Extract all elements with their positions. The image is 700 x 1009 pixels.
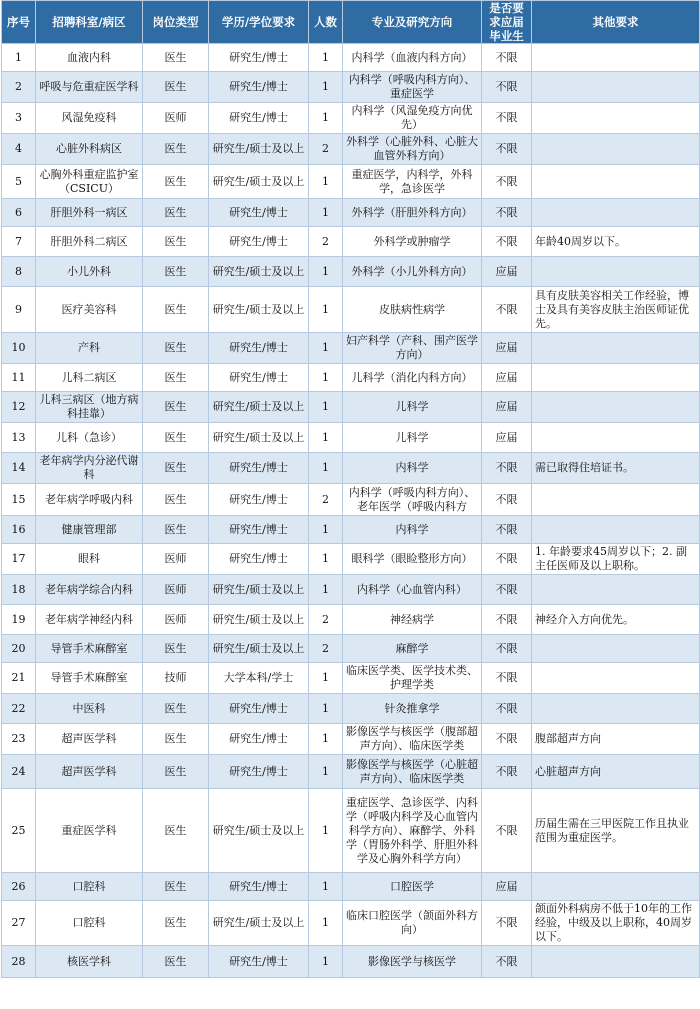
cell-other <box>532 199 700 227</box>
cell-type: 医生 <box>143 694 209 724</box>
cell-no: 2 <box>2 72 36 103</box>
cell-other <box>532 44 700 72</box>
cell-count: 1 <box>309 873 343 901</box>
cell-edu: 研究生/硕士及以上 <box>209 134 309 165</box>
cell-dept: 心胸外科重症监护室（CSICU） <box>36 165 143 199</box>
cell-count: 1 <box>309 453 343 484</box>
cell-fresh: 不限 <box>482 575 532 605</box>
cell-dept: 老年病学呼吸内科 <box>36 484 143 516</box>
header-edu: 学历/学位要求 <box>209 1 309 44</box>
table-row <box>2 544 700 575</box>
recruitment-table <box>1 0 700 978</box>
cell-other <box>532 635 700 663</box>
cell-fresh: 不限 <box>482 103 532 134</box>
table-row <box>2 227 700 257</box>
cell-edu: 研究生/博士 <box>209 484 309 516</box>
cell-type: 医生 <box>143 257 209 287</box>
table-row <box>2 423 700 453</box>
cell-count: 2 <box>309 484 343 516</box>
cell-type: 医生 <box>143 44 209 72</box>
cell-dept: 中医科 <box>36 694 143 724</box>
cell-edu: 研究生/硕士及以上 <box>209 392 309 423</box>
cell-fresh: 不限 <box>482 724 532 755</box>
cell-type: 医生 <box>143 199 209 227</box>
table-row <box>2 755 700 789</box>
cell-edu: 研究生/博士 <box>209 946 309 978</box>
table-row <box>2 516 700 544</box>
cell-major: 儿科学 <box>343 392 482 423</box>
cell-fresh: 应届 <box>482 364 532 392</box>
cell-edu: 研究生/博士 <box>209 724 309 755</box>
cell-fresh: 应届 <box>482 873 532 901</box>
table-row <box>2 605 700 635</box>
cell-other <box>532 575 700 605</box>
cell-count: 1 <box>309 516 343 544</box>
cell-edu: 研究生/硕士及以上 <box>209 901 309 946</box>
cell-no: 26 <box>2 873 36 901</box>
header-no: 序号 <box>2 1 36 44</box>
cell-edu: 研究生/博士 <box>209 72 309 103</box>
cell-major: 针灸推拿学 <box>343 694 482 724</box>
cell-other: 需已取得住培证书。 <box>532 453 700 484</box>
cell-other <box>532 364 700 392</box>
cell-no: 27 <box>2 901 36 946</box>
cell-fresh: 不限 <box>482 635 532 663</box>
cell-major: 外科学（肝胆外科方向） <box>343 199 482 227</box>
cell-edu: 研究生/硕士及以上 <box>209 165 309 199</box>
cell-other: 颌面外科病房不低于10年的工作经验，中级及以上职称，40周岁以下。 <box>532 901 700 946</box>
cell-no: 4 <box>2 134 36 165</box>
cell-count: 1 <box>309 946 343 978</box>
cell-major: 眼科学（眼睑整形方向） <box>343 544 482 575</box>
table-row <box>2 333 700 364</box>
cell-major: 内科学（心血管内科） <box>343 575 482 605</box>
table-row <box>2 575 700 605</box>
cell-type: 医生 <box>143 755 209 789</box>
cell-major: 影像医学与核医学（心脏超声方向）、临床医学类 <box>343 755 482 789</box>
cell-fresh: 应届 <box>482 333 532 364</box>
cell-edu: 研究生/硕士及以上 <box>209 635 309 663</box>
cell-major: 影像医学与核医学 <box>343 946 482 978</box>
cell-type: 医生 <box>143 484 209 516</box>
cell-count: 1 <box>309 575 343 605</box>
header-type: 岗位类型 <box>143 1 209 44</box>
cell-type: 医生 <box>143 789 209 873</box>
cell-edu: 研究生/硕士及以上 <box>209 605 309 635</box>
cell-no: 14 <box>2 453 36 484</box>
table-row <box>2 165 700 199</box>
table-row <box>2 453 700 484</box>
header-dept: 招聘科室/病区 <box>36 1 143 44</box>
cell-edu: 研究生/博士 <box>209 44 309 72</box>
cell-type: 医生 <box>143 901 209 946</box>
header-count: 人数 <box>309 1 343 44</box>
cell-dept: 心脏外科病区 <box>36 134 143 165</box>
table-row <box>2 257 700 287</box>
cell-edu: 研究生/博士 <box>209 544 309 575</box>
cell-edu: 研究生/博士 <box>209 364 309 392</box>
cell-dept: 超声医学科 <box>36 755 143 789</box>
table-row <box>2 134 700 165</box>
cell-fresh: 不限 <box>482 134 532 165</box>
cell-dept: 核医学科 <box>36 946 143 978</box>
cell-no: 19 <box>2 605 36 635</box>
cell-major: 皮肤病性病学 <box>343 287 482 333</box>
cell-major: 内科学（呼吸内科方向）、老年医学（呼吸内科方 <box>343 484 482 516</box>
cell-no: 1 <box>2 44 36 72</box>
cell-other: 心脏超声方向 <box>532 755 700 789</box>
cell-dept: 肝胆外科二病区 <box>36 227 143 257</box>
cell-dept: 医疗美容科 <box>36 287 143 333</box>
cell-fresh: 不限 <box>482 44 532 72</box>
table-row <box>2 663 700 694</box>
cell-major: 外科学（小儿外科方向） <box>343 257 482 287</box>
cell-edu: 研究生/硕士及以上 <box>209 257 309 287</box>
table-body <box>2 44 700 978</box>
cell-no: 10 <box>2 333 36 364</box>
cell-dept: 儿科三病区（地方病科挂靠） <box>36 392 143 423</box>
table-row <box>2 287 700 333</box>
cell-type: 医师 <box>143 605 209 635</box>
cell-dept: 血液内科 <box>36 44 143 72</box>
table-header-row <box>2 1 700 44</box>
cell-other <box>532 423 700 453</box>
cell-other <box>532 663 700 694</box>
table-row <box>2 72 700 103</box>
table-row <box>2 901 700 946</box>
cell-no: 15 <box>2 484 36 516</box>
cell-major: 神经病学 <box>343 605 482 635</box>
cell-other: 腹部超声方向 <box>532 724 700 755</box>
cell-no: 21 <box>2 663 36 694</box>
cell-count: 1 <box>309 694 343 724</box>
cell-major: 外科学（心脏外科、心脏大血管外科方向） <box>343 134 482 165</box>
table-row <box>2 873 700 901</box>
cell-other <box>532 873 700 901</box>
cell-major: 影像医学与核医学（腹部超声方向）、临床医学类 <box>343 724 482 755</box>
cell-dept: 眼科 <box>36 544 143 575</box>
cell-edu: 研究生/博士 <box>209 694 309 724</box>
cell-no: 20 <box>2 635 36 663</box>
cell-other <box>532 333 700 364</box>
cell-type: 医师 <box>143 103 209 134</box>
cell-other <box>532 72 700 103</box>
cell-edu: 研究生/博士 <box>209 199 309 227</box>
cell-count: 2 <box>309 605 343 635</box>
cell-no: 17 <box>2 544 36 575</box>
cell-fresh: 不限 <box>482 544 532 575</box>
cell-type: 医生 <box>143 227 209 257</box>
cell-major: 内科学（风湿免疫方向优先） <box>343 103 482 134</box>
header-major: 专业及研究方向 <box>343 1 482 44</box>
cell-no: 12 <box>2 392 36 423</box>
cell-count: 1 <box>309 364 343 392</box>
cell-count: 2 <box>309 635 343 663</box>
cell-dept: 健康管理部 <box>36 516 143 544</box>
table-row <box>2 724 700 755</box>
cell-no: 6 <box>2 199 36 227</box>
cell-major: 内科学 <box>343 516 482 544</box>
cell-fresh: 不限 <box>482 946 532 978</box>
cell-dept: 儿科（急诊） <box>36 423 143 453</box>
cell-count: 1 <box>309 724 343 755</box>
cell-dept: 老年病学综合内科 <box>36 575 143 605</box>
cell-edu: 研究生/博士 <box>209 516 309 544</box>
cell-fresh: 不限 <box>482 484 532 516</box>
cell-type: 医生 <box>143 873 209 901</box>
cell-type: 医生 <box>143 392 209 423</box>
cell-dept: 老年病学神经内科 <box>36 605 143 635</box>
cell-fresh: 不限 <box>482 694 532 724</box>
cell-count: 1 <box>309 901 343 946</box>
cell-type: 医生 <box>143 72 209 103</box>
cell-no: 22 <box>2 694 36 724</box>
cell-other: 历届生需在三甲医院工作且执业范围为重症医学。 <box>532 789 700 873</box>
cell-type: 医生 <box>143 516 209 544</box>
cell-type: 医生 <box>143 724 209 755</box>
cell-dept: 重症医学科 <box>36 789 143 873</box>
cell-edu: 研究生/博士 <box>209 453 309 484</box>
cell-edu: 研究生/硕士及以上 <box>209 789 309 873</box>
cell-edu: 研究生/博士 <box>209 873 309 901</box>
cell-major: 麻醉学 <box>343 635 482 663</box>
cell-fresh: 不限 <box>482 453 532 484</box>
cell-fresh: 应届 <box>482 423 532 453</box>
cell-count: 1 <box>309 44 343 72</box>
cell-edu: 研究生/博士 <box>209 333 309 364</box>
cell-no: 5 <box>2 165 36 199</box>
table-row <box>2 946 700 978</box>
cell-dept: 导管手术麻醉室 <box>36 663 143 694</box>
cell-no: 9 <box>2 287 36 333</box>
cell-type: 医生 <box>143 423 209 453</box>
cell-edu: 研究生/博士 <box>209 103 309 134</box>
table-row <box>2 199 700 227</box>
cell-no: 28 <box>2 946 36 978</box>
cell-fresh: 不限 <box>482 901 532 946</box>
cell-count: 2 <box>309 134 343 165</box>
table-row <box>2 789 700 873</box>
cell-fresh: 不限 <box>482 199 532 227</box>
cell-no: 25 <box>2 789 36 873</box>
cell-dept: 口腔科 <box>36 901 143 946</box>
cell-count: 1 <box>309 544 343 575</box>
cell-count: 1 <box>309 257 343 287</box>
cell-count: 1 <box>309 103 343 134</box>
cell-count: 1 <box>309 392 343 423</box>
cell-type: 技师 <box>143 663 209 694</box>
cell-other <box>532 516 700 544</box>
cell-count: 1 <box>309 333 343 364</box>
cell-dept: 导管手术麻醉室 <box>36 635 143 663</box>
cell-other <box>532 946 700 978</box>
cell-major: 口腔医学 <box>343 873 482 901</box>
cell-count: 2 <box>309 227 343 257</box>
cell-count: 1 <box>309 199 343 227</box>
cell-other: 神经介入方向优先。 <box>532 605 700 635</box>
cell-fresh: 不限 <box>482 663 532 694</box>
cell-dept: 口腔科 <box>36 873 143 901</box>
cell-no: 13 <box>2 423 36 453</box>
cell-dept: 产科 <box>36 333 143 364</box>
cell-fresh: 不限 <box>482 605 532 635</box>
cell-other <box>532 134 700 165</box>
cell-type: 医生 <box>143 946 209 978</box>
cell-fresh: 应届 <box>482 392 532 423</box>
cell-no: 23 <box>2 724 36 755</box>
cell-dept: 肝胆外科一病区 <box>36 199 143 227</box>
table-row <box>2 103 700 134</box>
table-row <box>2 364 700 392</box>
cell-type: 医生 <box>143 333 209 364</box>
cell-dept: 风湿免疫科 <box>36 103 143 134</box>
cell-edu: 研究生/博士 <box>209 227 309 257</box>
cell-no: 24 <box>2 755 36 789</box>
cell-major: 内科学（呼吸内科方向）、重症医学 <box>343 72 482 103</box>
cell-edu: 大学本科/学士 <box>209 663 309 694</box>
cell-fresh: 不限 <box>482 165 532 199</box>
cell-other: 1. 年龄要求45周岁以下；2. 副主任医师及以上职称。 <box>532 544 700 575</box>
table-row <box>2 44 700 72</box>
cell-count: 1 <box>309 663 343 694</box>
cell-type: 医生 <box>143 453 209 484</box>
cell-edu: 研究生/硕士及以上 <box>209 575 309 605</box>
cell-major: 临床医学类、医学技术类、护理学类 <box>343 663 482 694</box>
cell-count: 1 <box>309 789 343 873</box>
cell-fresh: 不限 <box>482 227 532 257</box>
table-row <box>2 392 700 423</box>
cell-type: 医生 <box>143 134 209 165</box>
cell-no: 3 <box>2 103 36 134</box>
table-row <box>2 484 700 516</box>
cell-type: 医师 <box>143 575 209 605</box>
table-row <box>2 694 700 724</box>
cell-major: 重症医学、急诊医学、内科学（呼吸内科学及心血管内科学方向）、麻醉学、外科学（胃肠外科学、肝胆外科学及心胸外科学方向） <box>343 789 482 873</box>
cell-major: 妇产科学（产科、围产医学方向） <box>343 333 482 364</box>
cell-no: 11 <box>2 364 36 392</box>
cell-fresh: 不限 <box>482 287 532 333</box>
table-row <box>2 635 700 663</box>
cell-major: 临床口腔医学（颌面外科方向） <box>343 901 482 946</box>
cell-type: 医生 <box>143 635 209 663</box>
cell-other <box>532 694 700 724</box>
cell-major: 内科学（血液内科方向） <box>343 44 482 72</box>
cell-fresh: 应届 <box>482 257 532 287</box>
cell-other <box>532 484 700 516</box>
cell-major: 儿科学 <box>343 423 482 453</box>
cell-edu: 研究生/硕士及以上 <box>209 287 309 333</box>
cell-dept: 儿科二病区 <box>36 364 143 392</box>
cell-no: 18 <box>2 575 36 605</box>
cell-dept: 老年病学内分泌代谢科 <box>36 453 143 484</box>
cell-count: 1 <box>309 165 343 199</box>
cell-type: 医生 <box>143 287 209 333</box>
cell-other <box>532 392 700 423</box>
cell-no: 7 <box>2 227 36 257</box>
cell-count: 1 <box>309 72 343 103</box>
cell-fresh: 不限 <box>482 516 532 544</box>
cell-type: 医生 <box>143 364 209 392</box>
cell-dept: 小儿外科 <box>36 257 143 287</box>
cell-other <box>532 165 700 199</box>
cell-no: 16 <box>2 516 36 544</box>
cell-other: 年龄40周岁以下。 <box>532 227 700 257</box>
header-other: 其他要求 <box>532 1 700 44</box>
cell-major: 内科学 <box>343 453 482 484</box>
cell-no: 8 <box>2 257 36 287</box>
cell-major: 外科学或肿瘤学 <box>343 227 482 257</box>
cell-fresh: 不限 <box>482 72 532 103</box>
header-fresh: 是否要求应届毕业生 <box>482 1 532 44</box>
cell-edu: 研究生/硕士及以上 <box>209 423 309 453</box>
cell-other: 具有皮肤美容相关工作经验，博士及具有美容皮肤主治医师证优先。 <box>532 287 700 333</box>
cell-major: 重症医学，内科学，外科学，急诊医学 <box>343 165 482 199</box>
cell-fresh: 不限 <box>482 755 532 789</box>
cell-type: 医生 <box>143 165 209 199</box>
cell-major: 儿科学（消化内科方向） <box>343 364 482 392</box>
cell-other <box>532 257 700 287</box>
cell-fresh: 不限 <box>482 789 532 873</box>
cell-count: 1 <box>309 423 343 453</box>
cell-edu: 研究生/博士 <box>209 755 309 789</box>
cell-count: 1 <box>309 287 343 333</box>
cell-dept: 呼吸与危重症医学科 <box>36 72 143 103</box>
cell-type: 医师 <box>143 544 209 575</box>
cell-other <box>532 103 700 134</box>
cell-dept: 超声医学科 <box>36 724 143 755</box>
cell-count: 1 <box>309 755 343 789</box>
